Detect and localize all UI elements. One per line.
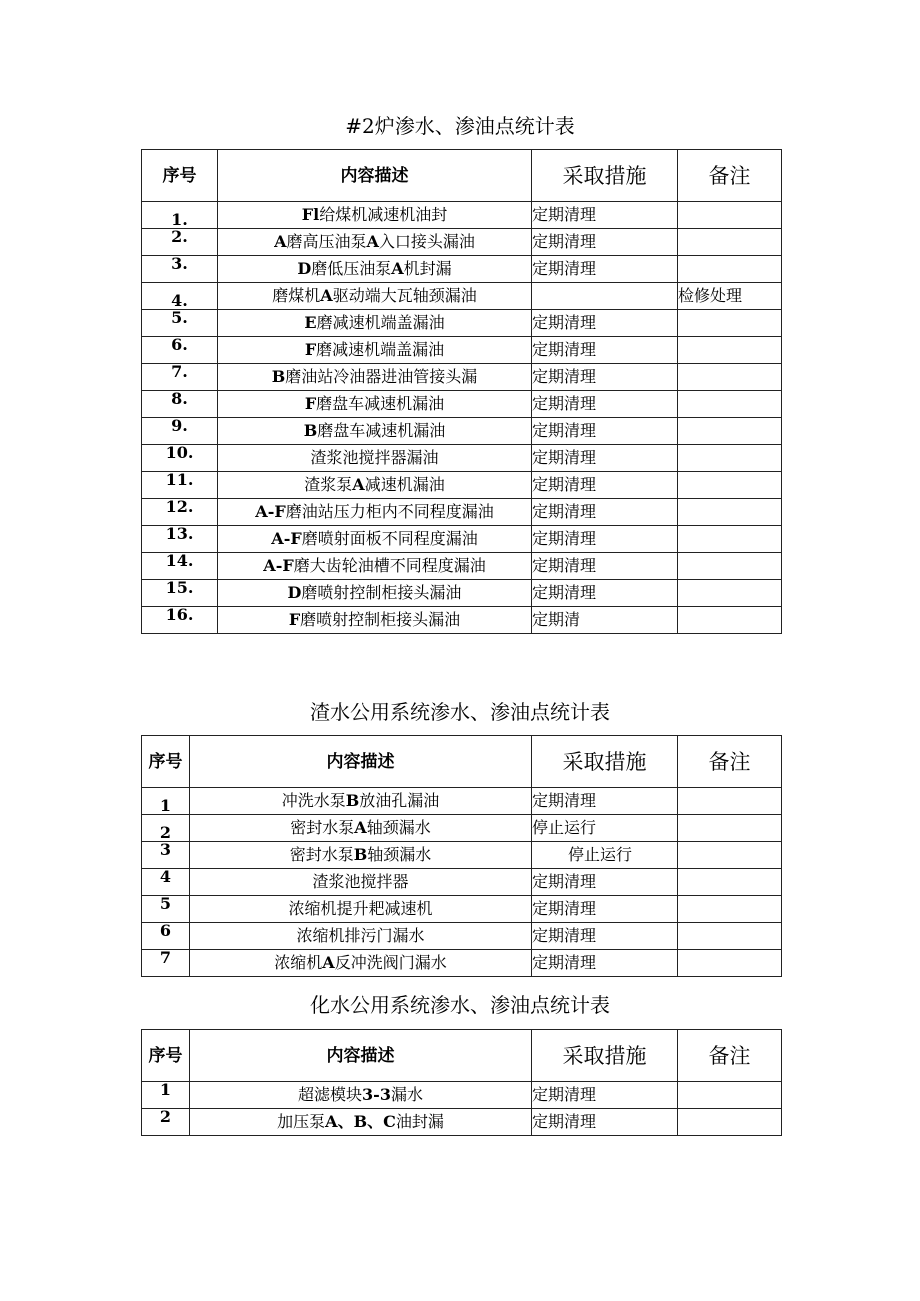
header-remark: 备注 (678, 1030, 782, 1082)
table-row (142, 607, 782, 634)
table-row (142, 229, 782, 256)
row-desc: F磨喷射控制柜接头漏油 (218, 607, 532, 634)
header-action: 采取措施 (532, 150, 678, 202)
row-desc: 渣浆泵A减速机漏油 (218, 472, 532, 499)
table3 (141, 1029, 782, 1136)
header-remark: 备注 (678, 736, 782, 788)
row-action: 定期清理 (532, 950, 678, 977)
row-remark (678, 788, 782, 815)
row-action: 定期清理 (532, 499, 678, 526)
row-no: 8. (142, 391, 218, 418)
row-action: 定期清理 (532, 391, 678, 418)
row-desc: 密封水泵B轴颈漏水 (190, 842, 532, 869)
row-remark (678, 553, 782, 580)
row-action: 定期清理 (532, 1082, 678, 1109)
row-remark (678, 256, 782, 283)
row-remark (678, 869, 782, 896)
row-action: 定期清理 (532, 472, 678, 499)
row-desc: A-F磨喷射面板不同程度漏油 (218, 526, 532, 553)
row-remark (678, 1109, 782, 1136)
row-remark (678, 499, 782, 526)
header-desc: 内容描述 (218, 150, 532, 202)
row-action: 定期清理 (532, 202, 678, 229)
row-desc: D磨喷射控制柜接头漏油 (218, 580, 532, 607)
table-row (142, 499, 782, 526)
row-desc: 浓缩机提升耙减速机 (190, 896, 532, 923)
row-action: 定期清理 (532, 580, 678, 607)
row-action: 定期清理 (532, 553, 678, 580)
row-remark (678, 391, 782, 418)
table-row (142, 788, 782, 815)
header-action: 采取措施 (532, 1030, 678, 1082)
row-desc: B磨油站冷油器进油管接头漏 (218, 364, 532, 391)
row-no: 10. (142, 445, 218, 472)
table3-header-row (142, 1030, 782, 1082)
row-no: 7. (142, 364, 218, 391)
row-action: 定期清理 (532, 310, 678, 337)
table-row (142, 445, 782, 472)
table1-header-row (142, 150, 782, 202)
header-desc: 内容描述 (190, 736, 532, 788)
table-row (142, 526, 782, 553)
row-no: 3 (142, 842, 190, 869)
table-row (142, 896, 782, 923)
table-row (142, 202, 782, 229)
table-row (142, 256, 782, 283)
row-remark (678, 472, 782, 499)
row-no: 2 (142, 1109, 190, 1136)
row-action: 定期清理 (532, 526, 678, 553)
table-row (142, 418, 782, 445)
row-desc: Fl给煤机减速机油封 (218, 202, 532, 229)
row-no: 6 (142, 923, 190, 950)
row-no: 15. (142, 580, 218, 607)
row-no: 5 (142, 896, 190, 923)
row-remark (678, 896, 782, 923)
row-remark (678, 364, 782, 391)
row-desc: F磨减速机端盖漏油 (218, 337, 532, 364)
row-desc: 密封水泵A轴颈漏水 (190, 815, 532, 842)
table-row (142, 283, 782, 310)
table-row (142, 310, 782, 337)
table-row (142, 553, 782, 580)
row-no: 13. (142, 526, 218, 553)
row-desc: 浓缩机排污门漏水 (190, 923, 532, 950)
row-remark (678, 580, 782, 607)
row-desc: A-F磨油站压力柜内不同程度漏油 (218, 499, 532, 526)
row-remark (678, 607, 782, 634)
row-desc: 超滤模块3-3漏水 (190, 1082, 532, 1109)
row-no: 9. (142, 418, 218, 445)
table-row (142, 472, 782, 499)
row-no: 2. (142, 229, 218, 256)
table-row (142, 337, 782, 364)
table-row (142, 1109, 782, 1136)
header-no: 序号 (142, 150, 218, 202)
row-no: 16. (142, 607, 218, 634)
row-action: 定期清理 (532, 229, 678, 256)
table3-title: 化水公用系统渗水、渗油点统计表 (310, 993, 610, 1017)
row-desc: 磨煤机A驱动端大瓦轴颈漏油 (218, 283, 532, 310)
row-action: 停止运行 (532, 842, 678, 869)
row-remark (678, 445, 782, 472)
table1 (141, 149, 782, 634)
row-action: 定期清理 (532, 337, 678, 364)
row-no: 7 (142, 950, 190, 977)
row-action: 定期清理 (532, 788, 678, 815)
row-no: 1 (142, 788, 190, 815)
row-no: 12. (142, 499, 218, 526)
row-no: 14. (142, 553, 218, 580)
row-remark (678, 202, 782, 229)
row-remark (678, 310, 782, 337)
row-action: 定期清理 (532, 896, 678, 923)
row-no: 2 (142, 815, 190, 842)
row-desc: 渣浆池搅拌器 (190, 869, 532, 896)
row-no: 1. (142, 202, 218, 229)
header-desc: 内容描述 (190, 1030, 532, 1082)
row-remark: 检修处理 (678, 283, 782, 310)
row-remark (678, 815, 782, 842)
row-action: 定期清理 (532, 1109, 678, 1136)
table-row (142, 815, 782, 842)
table-row (142, 869, 782, 896)
row-desc: 浓缩机A反冲洗阀门漏水 (190, 950, 532, 977)
table-row (142, 923, 782, 950)
row-remark (678, 526, 782, 553)
row-desc: 冲洗水泵B放油孔漏油 (190, 788, 532, 815)
table-row (142, 391, 782, 418)
row-desc: A-F磨大齿轮油槽不同程度漏油 (218, 553, 532, 580)
row-action: 定期清 (532, 607, 678, 634)
row-no: 4 (142, 869, 190, 896)
row-remark (678, 418, 782, 445)
row-no: 5. (142, 310, 218, 337)
table1-title: #2炉渗水、渗油点统计表 (345, 114, 575, 138)
header-no: 序号 (142, 1030, 190, 1082)
row-desc: E磨减速机端盖漏油 (218, 310, 532, 337)
row-no: 3. (142, 256, 218, 283)
row-remark (678, 337, 782, 364)
header-action: 采取措施 (532, 736, 678, 788)
row-desc: B磨盘车减速机漏油 (218, 418, 532, 445)
table-row (142, 950, 782, 977)
header-no: 序号 (142, 736, 190, 788)
table-row (142, 842, 782, 869)
row-remark (678, 950, 782, 977)
table2 (141, 735, 782, 977)
row-remark (678, 923, 782, 950)
row-no: 11. (142, 472, 218, 499)
row-action: 定期清理 (532, 923, 678, 950)
row-desc: A磨高压油泵A入口接头漏油 (218, 229, 532, 256)
row-action: 定期清理 (532, 364, 678, 391)
row-desc: F磨盘车减速机漏油 (218, 391, 532, 418)
row-remark (678, 1082, 782, 1109)
table-row (142, 1082, 782, 1109)
row-no: 1 (142, 1082, 190, 1109)
header-remark: 备注 (678, 150, 782, 202)
table2-header-row (142, 736, 782, 788)
row-action (532, 283, 678, 310)
row-action: 定期清理 (532, 869, 678, 896)
row-action: 停止运行 (532, 815, 678, 842)
row-desc: 渣浆池搅拌器漏油 (218, 445, 532, 472)
row-no: 4. (142, 283, 218, 310)
row-action: 定期清理 (532, 445, 678, 472)
row-no: 6. (142, 337, 218, 364)
row-action: 定期清理 (532, 256, 678, 283)
row-desc: 加压泵A、B、C油封漏 (190, 1109, 532, 1136)
table-row (142, 580, 782, 607)
table-row (142, 364, 782, 391)
row-action: 定期清理 (532, 418, 678, 445)
row-desc: D磨低压油泵A机封漏 (218, 256, 532, 283)
row-remark (678, 842, 782, 869)
table2-title: 渣水公用系统渗水、渗油点统计表 (310, 700, 610, 724)
row-remark (678, 229, 782, 256)
